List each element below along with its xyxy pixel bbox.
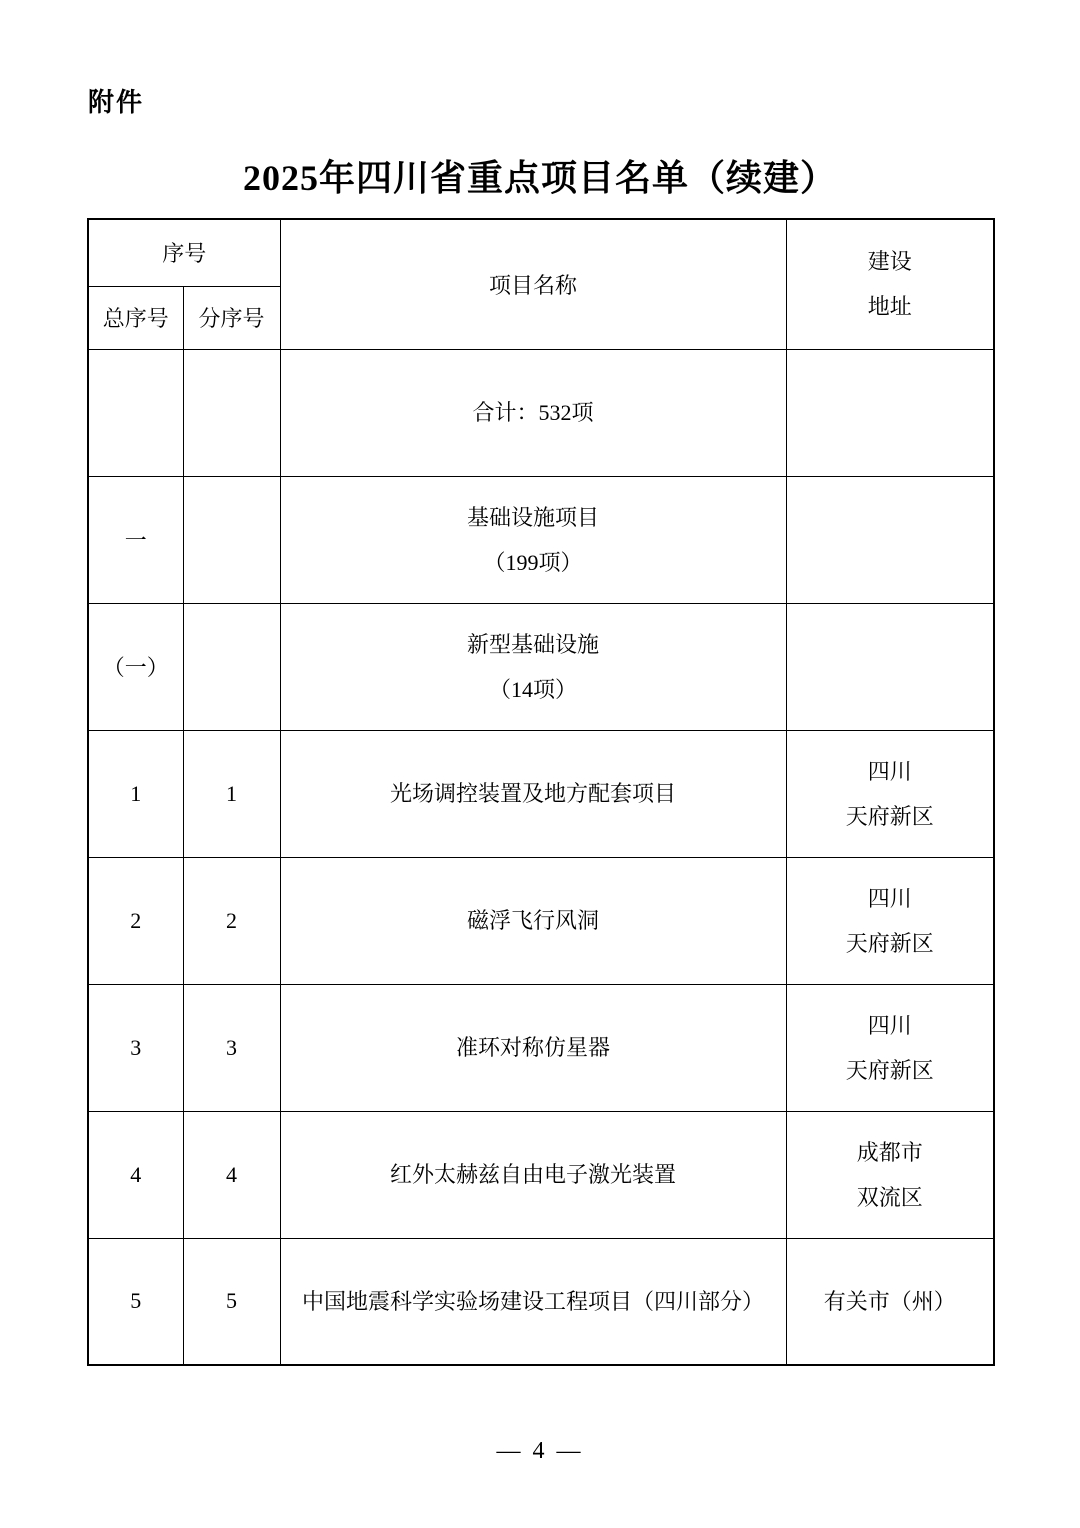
cell-text-line: 磁浮飞行风洞 [467, 908, 600, 933]
cell-serial-total: 一 [88, 476, 183, 603]
table-body [88, 349, 994, 1365]
cell-project-name [280, 857, 786, 984]
table-header [88, 219, 994, 349]
cell-serial-sub: 1 [183, 730, 280, 857]
cell-location [786, 730, 994, 857]
cell-text-line: 天府新区 [845, 930, 934, 956]
cell-text-line: 红外太赫兹自由电子激光装置 [390, 1162, 677, 1187]
table-row [88, 1238, 994, 1365]
cell-serial-sub: 2 [183, 857, 280, 984]
cell-serial-sub: 3 [183, 984, 280, 1111]
header-serial-sub: 分序号 [183, 286, 280, 349]
table-row [88, 349, 994, 476]
cell-serial-total: （一） [88, 603, 183, 730]
cell-text-line: 合计：532项 [472, 400, 594, 425]
table-row [88, 857, 994, 984]
cell-project-name [280, 1111, 786, 1238]
cell-location [786, 984, 994, 1111]
header-location [786, 219, 994, 349]
cell-serial-sub [183, 476, 280, 603]
cell-text-line: 基础设施项目 [467, 504, 600, 530]
cell-text-line: 新型基础设施 [467, 631, 600, 657]
table-row [88, 1111, 994, 1238]
header-project-name: 项目名称 [280, 219, 786, 349]
cell-text-line: 成都市 [856, 1139, 923, 1165]
table-row [88, 984, 994, 1111]
cell-location [786, 1111, 994, 1238]
cell-project-name [280, 349, 786, 476]
cell-location [786, 476, 994, 603]
header-serial-total: 总序号 [88, 286, 183, 349]
table-row [88, 603, 994, 730]
page-title: 2025年四川省重点项目名单（续建） [242, 158, 837, 198]
cell-location [786, 349, 994, 476]
cell-text-line: 天府新区 [845, 803, 934, 829]
cell-serial-total: 4 [88, 1111, 183, 1238]
cell-project-name [280, 476, 786, 603]
cell-project-name [280, 1238, 786, 1365]
cell-serial-sub [183, 349, 280, 476]
cell-text-line: （199项） [483, 549, 583, 575]
attachment-label: 附件 [88, 87, 145, 117]
projects-table [87, 218, 995, 1366]
cell-text-line: 四川 [867, 758, 912, 784]
cell-project-name [280, 603, 786, 730]
page-number: — 4 — [496, 1438, 584, 1464]
cell-project-name [280, 984, 786, 1111]
cell-text-line: 有关市（州） [823, 1288, 956, 1314]
cell-text-line: 四川 [867, 885, 912, 911]
cell-location [786, 1238, 994, 1365]
cell-serial-sub: 4 [183, 1111, 280, 1238]
cell-text-line: 四川 [867, 1012, 912, 1038]
cell-text-line: 光场调控装置及地方配套项目 [390, 781, 677, 806]
cell-serial-sub: 5 [183, 1238, 280, 1365]
cell-text-line: 准环对称仿星器 [456, 1035, 611, 1060]
cell-location [786, 857, 994, 984]
cell-serial-total: 3 [88, 984, 183, 1111]
header-location-line2: 地址 [867, 294, 912, 320]
cell-text-line: 天府新区 [845, 1057, 934, 1083]
cell-text-line: 双流区 [856, 1184, 923, 1210]
header-location-line1: 建设 [867, 249, 912, 275]
table-row [88, 476, 994, 603]
cell-serial-sub [183, 603, 280, 730]
cell-serial-total: 2 [88, 857, 183, 984]
table-row [88, 730, 994, 857]
header-serial-group: 序号 [88, 219, 280, 286]
cell-project-name [280, 730, 786, 857]
cell-location [786, 603, 994, 730]
cell-serial-total: 5 [88, 1238, 183, 1365]
cell-serial-total: 1 [88, 730, 183, 857]
cell-text-line: （14项） [489, 676, 578, 702]
cell-text-line: 中国地震科学实验场建设工程项目（四川部分） [302, 1288, 765, 1314]
cell-serial-total [88, 349, 183, 476]
